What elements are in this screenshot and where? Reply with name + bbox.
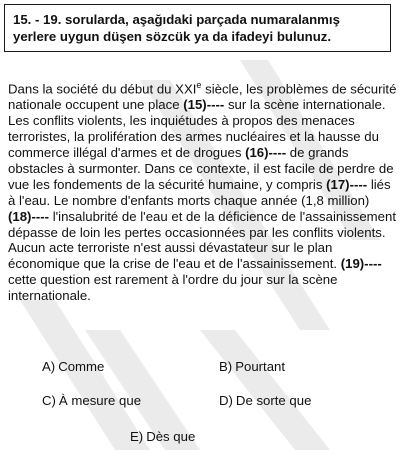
instruction-line-2: yerlere uygun düşen sözcük ya da ifadeyi bulunuz. (13, 29, 332, 44)
blank-19: (19)---- (340, 256, 382, 272)
passage-text: sur la scène internationale. Les conflits violents, les inquiétudes à propos des menaces terroristes, la prolifération des armes nucléaires et la hausse du commerce illégal d'armes et de drogues (8, 97, 386, 161)
reading-passage (8, 78, 398, 304)
option-letter: B) (219, 359, 233, 374)
instruction-line-1: 15. - 19. sorularda, aşağıdaki parçada numaralanmış (13, 12, 340, 27)
blank-18: (18)---- (8, 208, 50, 224)
answer-options (0, 358, 401, 450)
blank-17: (17)---- (326, 176, 368, 192)
option-text: Pourtant (235, 359, 286, 374)
passage-text: de grands obstacles à surmonter. Dans ce contexte, il est facile de perdre de vue les fondements de la sécurité humaine, y compris (8, 145, 394, 192)
option-e[interactable] (130, 429, 195, 444)
passage-text: cette question est rarement à l'ordre du jour sur la scène internationale. (8, 272, 338, 304)
option-text: De sorte que (235, 393, 312, 408)
option-text: À mesure que (58, 393, 142, 408)
option-text: Comme (58, 359, 105, 374)
option-c[interactable] (42, 393, 141, 408)
passage-text: l'insalubrité de l'eau et de la déficience de l'assainissement dépasse de loin les pertes occasionnées par les conflits violents. Aucun acte terroriste n'est aussi dévastateur sur le plan économique que la crise de l'eau et de l'assainissement. (8, 208, 397, 272)
passage-text: Dans la société du début du XXI (8, 81, 197, 97)
passage-superscript: e (196, 80, 202, 90)
blank-16: (16)---- (245, 145, 287, 161)
blank-15: (15)---- (183, 97, 225, 113)
option-letter: A) (42, 359, 56, 374)
option-letter: D) (219, 393, 233, 408)
passage-text: siècle, les problèmes de sécurité nationale occupent une place (8, 81, 397, 113)
option-letter: E) (130, 429, 144, 444)
instruction-box (4, 4, 391, 52)
option-a[interactable] (42, 359, 104, 374)
option-letter: C) (42, 393, 56, 408)
option-d[interactable] (219, 393, 311, 408)
option-b[interactable] (219, 359, 285, 374)
option-text: Dès que (146, 429, 196, 444)
passage-text: liés à l'eau. Le nombre d'enfants morts chaque année (1,8 million) (8, 176, 391, 208)
